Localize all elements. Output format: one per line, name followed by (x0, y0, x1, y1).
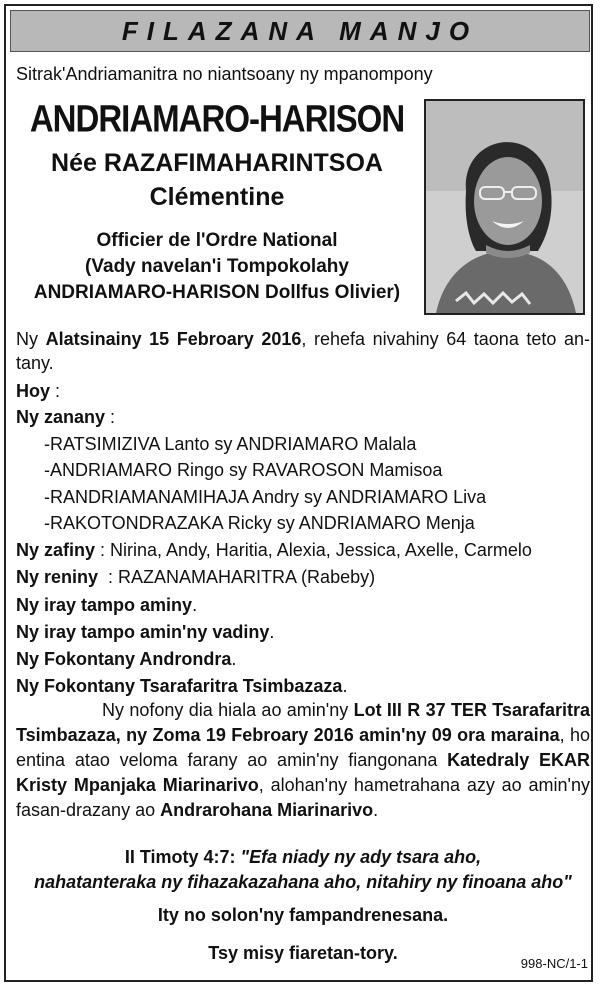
grandchildren-label: Ny zafiny (16, 540, 96, 560)
children-heading (16, 405, 590, 429)
grandchildren-names: : Nirina, Andy, Haritia, Alexia, Jessica, Axelle, Carmelo (95, 540, 532, 560)
family-line-text: Ny iray tampo aminy (16, 595, 193, 615)
title-line: Officier de l'Ordre National (96, 230, 338, 251)
portrait-image (426, 101, 583, 313)
deceased-name: ANDRIAMARO-HARISON (29, 97, 405, 140)
funeral-paragraph (16, 698, 590, 823)
children-label: Ny zanany (16, 407, 106, 427)
mother-label: Ny reniny (16, 567, 99, 587)
ad-reference: 998-NC/1-1 (520, 956, 588, 971)
death-date: Alatsinainy 15 Febroary 2016 (45, 329, 302, 349)
family-line-text: Ny Fokontany Androndra (16, 649, 232, 669)
children-suffix: : (105, 407, 116, 427)
funeral-text: , alohan'ny hametrahana azy ao amin'ny fasan-drazany ao (16, 775, 590, 820)
hoy-suffix: : (50, 381, 61, 401)
portrait-photo (424, 99, 585, 315)
family-line: Ny Fokontany Tsarafaritra Tsimbazaza. (16, 676, 348, 696)
verse-ref: II Timoty 4:7: (124, 847, 236, 867)
maiden-name: Née RAZAFIMAHARINTSOA (51, 149, 383, 177)
mother-line (16, 565, 590, 589)
title-line: (Vady navelan'i Tompokolahy (85, 256, 349, 277)
bible-verse (16, 845, 590, 895)
family-line: Ny Fokontany Androndra. (16, 649, 237, 669)
death-announcement (16, 327, 590, 375)
family-line: Ny iray tampo aminy. (16, 595, 198, 615)
title-line: ANDRIAMARO-HARISON Dollfus Olivier) (33, 282, 401, 303)
funeral-text: . (373, 800, 379, 820)
death-rest: , rehefa nivahiny 64 taona teto an-tany. (16, 329, 590, 373)
verse-line: nahatanteraka ny fihazakazahana aho, nitahiry ny finoana aho" (34, 872, 572, 892)
intro-line: Sitrak'Andriamanitra no niantsoany ny mpanompony (16, 64, 433, 84)
first-name: Clémentine (149, 183, 285, 211)
family-line-text: Ny iray tampo amin'ny vadiny (16, 622, 270, 642)
funeral-burial-place: Andrarohana Miarinarivo (160, 800, 374, 820)
hoy-line (16, 379, 590, 403)
child-entry: -ANDRIAMARO Ringo sy RAVAROSON Mamisoa (44, 460, 443, 480)
hoy-label: Hoy (16, 381, 51, 401)
family-line: Ny iray tampo amin'ny vadiny. (16, 622, 275, 642)
funeral-text: , ho entina atao veloma farany ao amin'ny fiangonana (16, 725, 590, 770)
child-entry: -RAKOTONDRAZAKA Ricky sy ANDRIAMARO Menja (44, 513, 475, 533)
funeral-church: Katedraly EKAR Kristy Mpanjaka Miarinarivo (16, 750, 590, 795)
funeral-text: Ny nofony dia hiala ao amin'ny (102, 700, 354, 720)
family-line-text: Ny Fokontany Tsarafaritra Tsimbazaza (16, 676, 343, 696)
closing-notice: Tsy misy fiaretan-tory. (208, 943, 398, 963)
deceased-titles (16, 228, 418, 306)
verse-line: "Efa niady ny ady tsara aho, (240, 847, 482, 867)
notice-banner: FILAZANA MANJO (10, 10, 590, 52)
closing-notice: Ity no solon'ny fampandrenesana. (157, 905, 449, 925)
funeral-location-time: Lot III R 37 TER Tsarafaritra Tsimbazaza, ny Zoma 19 Febroary 2016 amin'ny 09 ora maraina (16, 700, 590, 745)
death-prefix: Ny (16, 329, 46, 349)
mother-name: : RAZANAMAHARITRA (Rabeby) (98, 567, 376, 587)
child-entry: -RATSIMIZIVA Lanto sy ANDRIAMARO Malala (44, 434, 417, 454)
child-entry: -RANDRIAMANAMIHAJA Andry sy ANDRIAMARO Liva (44, 487, 487, 507)
grandchildren-line (16, 538, 590, 562)
